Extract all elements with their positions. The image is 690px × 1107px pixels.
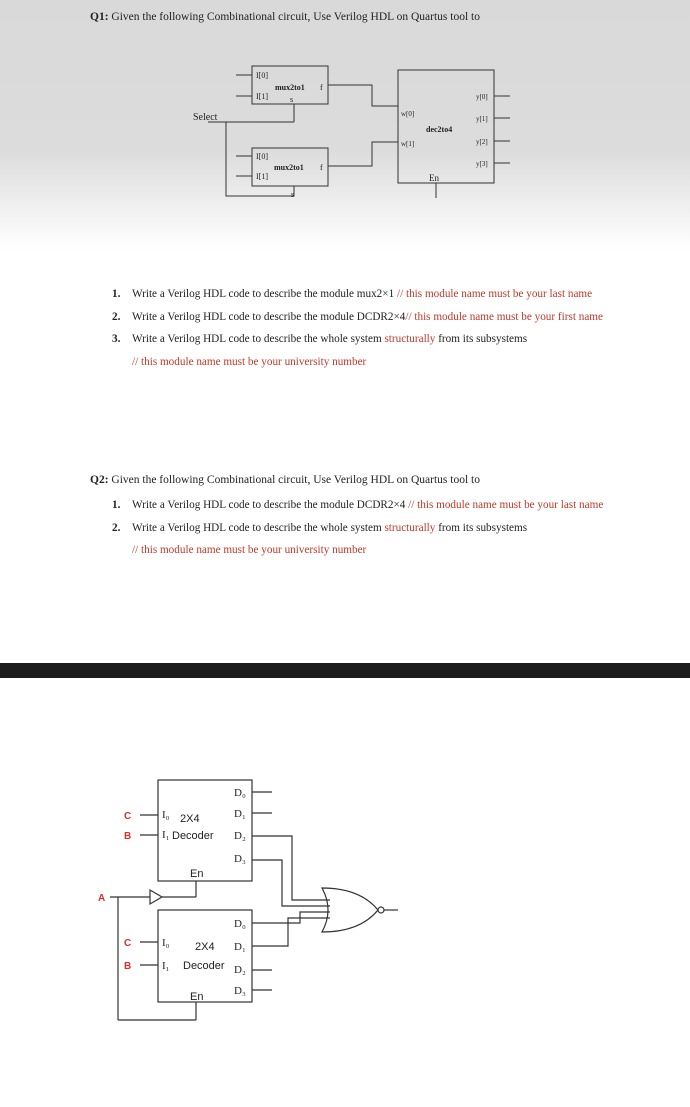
input-b-top: B	[124, 831, 132, 842]
q2-task-list	[112, 494, 612, 562]
section-divider	[0, 663, 690, 678]
mux-top-s: s	[290, 95, 294, 104]
q1-label: Q1:	[90, 11, 109, 23]
decoder-bottom-d2: D₂	[234, 964, 246, 976]
dec-w0: w[0]	[401, 110, 415, 118]
q2-task-1-text: Write a Verilog HDL code to describe the module DCDR2×4	[132, 499, 409, 511]
input-c-bottom: C	[124, 938, 132, 949]
q1-circuit-diagram	[0, 0, 690, 250]
dec-w1: w[1]	[401, 140, 415, 148]
decoder-top-i1: I₁	[162, 829, 170, 841]
mux-bottom-s: s	[291, 190, 295, 199]
q1-task-3-post: from its subsystems	[435, 333, 528, 345]
nor-gate	[322, 888, 378, 932]
mux-top-i1: I[1]	[256, 92, 268, 101]
q1-task-2	[112, 306, 612, 329]
dec-y1: y[1]	[476, 115, 488, 123]
q2-circuit-diagram	[0, 760, 690, 1060]
q2-task-2-text: Write a Verilog HDL code to describe the whole system	[132, 521, 385, 534]
q2-task-2	[112, 517, 612, 562]
q1-task-3-number: 3.	[112, 333, 121, 345]
mux-bottom-name: mux2to1	[274, 163, 304, 172]
mux-top-f: f	[320, 83, 323, 92]
q2-task-1	[112, 494, 612, 517]
q2-task-1-note: // this module name must be your last name	[408, 499, 604, 511]
q2-title: Given the following Combinational circuit, Use Verilog HDL on Quartus tool to	[111, 474, 480, 486]
q1-task-1-note: // this module name must be your last name	[396, 288, 593, 300]
q1-task-2-number: 2.	[112, 310, 121, 323]
decoder-top-i0: I₀	[162, 809, 170, 821]
q2-task-2-post: from its subsystems	[435, 521, 528, 534]
q1-task-1	[112, 283, 612, 306]
nor-bubble	[378, 907, 384, 913]
decoder-bottom-d1: D₁	[234, 941, 246, 953]
mux-bottom-f: f	[320, 163, 323, 172]
decoder-top-en: En	[190, 868, 204, 880]
dec-y0: y[0]	[476, 93, 488, 101]
mux-bottom-i0: I[0]	[256, 152, 268, 161]
mux-top-name: mux2to1	[275, 83, 305, 92]
decoder-top-d1: D₁	[234, 808, 246, 820]
decoder-top-d3: D₃	[234, 853, 246, 865]
q2-label: Q2:	[90, 474, 109, 486]
q2-task-2-number: 2.	[112, 521, 121, 534]
dec-en: En	[429, 173, 439, 183]
decoder-top-d0: D₀	[234, 787, 246, 799]
q1-task-3-text: Write a Verilog HDL code to describe the whole system	[132, 333, 385, 345]
select-label: Select	[193, 112, 218, 123]
q1-task-2-note: // this module name must be your first name	[405, 310, 603, 323]
input-b-bottom: B	[124, 961, 132, 972]
mux-top-i0: I[0]	[256, 71, 268, 80]
dec-name: dec2to4	[426, 125, 453, 134]
decoder-bottom-en: En	[190, 991, 204, 1003]
q1-title: Given the following Combinational circuit, Use Verilog HDL on Quartus tool to	[111, 11, 480, 23]
input-c-top: C	[124, 811, 132, 822]
q2-task-1-number: 1.	[112, 499, 121, 511]
dec-y3: y[3]	[476, 160, 488, 168]
dec-y2: y[2]	[476, 138, 488, 146]
decoder-bottom-name: Decoder	[183, 960, 225, 972]
input-a: A	[98, 893, 106, 904]
q1-task-2-text: Write a Verilog HDL code to describe the module DCDR2×4	[132, 310, 406, 323]
q2-task-2-note: // this module name must be your university number	[132, 544, 367, 556]
q1-task-3-note: // this module name must be your university number	[132, 355, 367, 368]
decoder-top-size: 2X4	[180, 813, 200, 825]
decoder-top-d2: D₂	[234, 830, 246, 842]
q1-task-1-number: 1.	[112, 288, 121, 300]
q1-task-list	[112, 283, 612, 373]
decoder-bottom-d3: D₃	[234, 985, 246, 997]
mux-bottom-i1: I[1]	[256, 172, 268, 181]
q2-heading	[90, 474, 480, 486]
decoder-bottom-d0: D₀	[234, 918, 246, 930]
decoder-bottom-size: 2X4	[195, 941, 215, 953]
q1-task-3-keyword: structurally	[384, 333, 436, 345]
q1-task-1-text: Write a Verilog HDL code to describe the module mux2×1	[132, 288, 397, 300]
decoder-bottom-i0: I₀	[162, 937, 170, 949]
q2-task-2-keyword: structurally	[384, 521, 436, 534]
decoder-bottom-i1: I₁	[162, 960, 170, 972]
decoder-top-name: Decoder	[172, 830, 214, 842]
q1-task-3	[112, 328, 612, 373]
